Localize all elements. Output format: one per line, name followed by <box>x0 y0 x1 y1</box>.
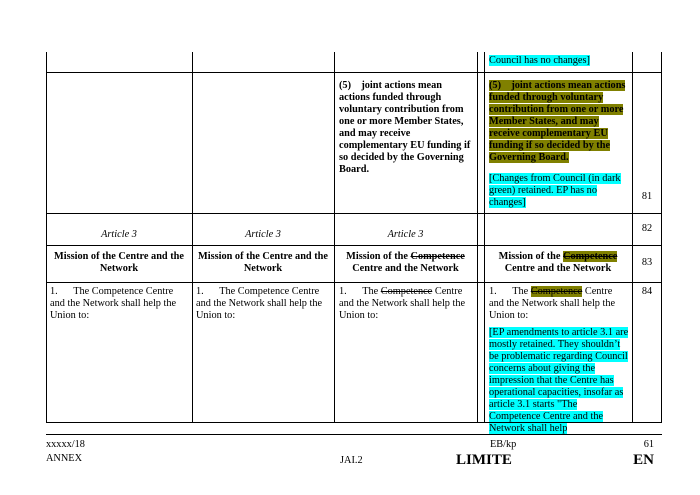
row-number: 81 <box>641 191 653 202</box>
table-col-border <box>632 52 633 422</box>
point-number: (5) <box>339 80 352 91</box>
department: JAI.2 <box>340 455 363 466</box>
definition-text: joint actions mean actions funded through voluntary contribution from one or more Member States, and may receive complementary EU funding if so decided by the Governing Board. <box>339 80 471 175</box>
ep-note: [EP amendments to article 3.1 are mostly retained. They shouldn’t be problematic regarding Council concerns about giving the impression that the Centre has operational capacities, insofar as article 3.1 starts "The Competence Centre and the Network shall help <box>489 327 629 434</box>
row-83-col3: Mission of the Competence Centre and the Network <box>346 251 465 274</box>
row-83-col1: Mission of the Centre and the Network <box>54 251 184 274</box>
table-row-border <box>46 245 662 246</box>
deleted-text: Competence <box>410 251 465 262</box>
row-84-col3: 1. The Competence Centre and the Network shall help the Union to: <box>339 286 466 321</box>
paragraph-text: The Competence Centre and the Network shall help the Union to: <box>50 286 177 321</box>
row-top-col4 <box>489 55 629 67</box>
row-84-col1 <box>50 286 190 322</box>
ep-note: [Changes from Council (in dark green) retained. EP has no changes] <box>489 173 621 208</box>
row-81-col3 <box>339 80 473 176</box>
row-83-col4: Mission of the Competence Centre and the Network <box>498 251 618 274</box>
deleted-text: Competence <box>530 286 583 297</box>
doc-reference: xxxxx/18 <box>46 439 85 450</box>
table-col-border <box>477 52 478 422</box>
point-number: 1. <box>196 286 204 297</box>
row-number: 83 <box>641 257 653 268</box>
row-82-col2: Article 3 <box>245 229 281 240</box>
point-number: 1. <box>489 286 497 297</box>
row-84-col4-note <box>489 327 629 434</box>
language-code: EN <box>633 452 654 468</box>
row-84-col4: 1. The Competence Centre and the Network shall help the Union to: <box>489 286 616 321</box>
table-row-border <box>46 213 662 214</box>
point-number: 1. <box>50 286 58 297</box>
annex-label: ANNEX <box>46 453 83 464</box>
row-81-col4-note <box>489 173 629 209</box>
deleted-text: Competence <box>380 286 433 297</box>
table-row-border <box>46 282 662 283</box>
row-83-col2: Mission of the Centre and the Network <box>198 251 328 274</box>
table-border-right <box>661 52 662 422</box>
footer-rule <box>46 434 662 435</box>
author-initials: EB/kp <box>490 439 517 450</box>
point-number: (5) <box>489 80 502 91</box>
row-82-col3: Article 3 <box>387 229 424 240</box>
definition-text: joint actions mean actions funded through voluntary contribution from one or more Member States, and may receive complementary EU funding if so decided by the Governing Board. <box>489 80 626 163</box>
table-border-top <box>46 72 662 73</box>
ep-note: Council has no changes] <box>489 55 590 66</box>
row-84-col2 <box>196 286 331 322</box>
deleted-text: Competence <box>563 251 618 262</box>
row-81-col4 <box>489 80 629 164</box>
limite-marking: LIMITE <box>456 452 512 468</box>
paragraph-text: The Competence Centre and the Network shall help the Union to: <box>196 286 323 321</box>
row-number: 82 <box>641 223 653 234</box>
row-number: 84 <box>641 286 653 297</box>
page-number: 61 <box>643 439 654 450</box>
point-number: 1. <box>339 286 347 297</box>
table-col-border <box>484 52 485 422</box>
row-82-col1: Article 3 <box>101 229 137 240</box>
